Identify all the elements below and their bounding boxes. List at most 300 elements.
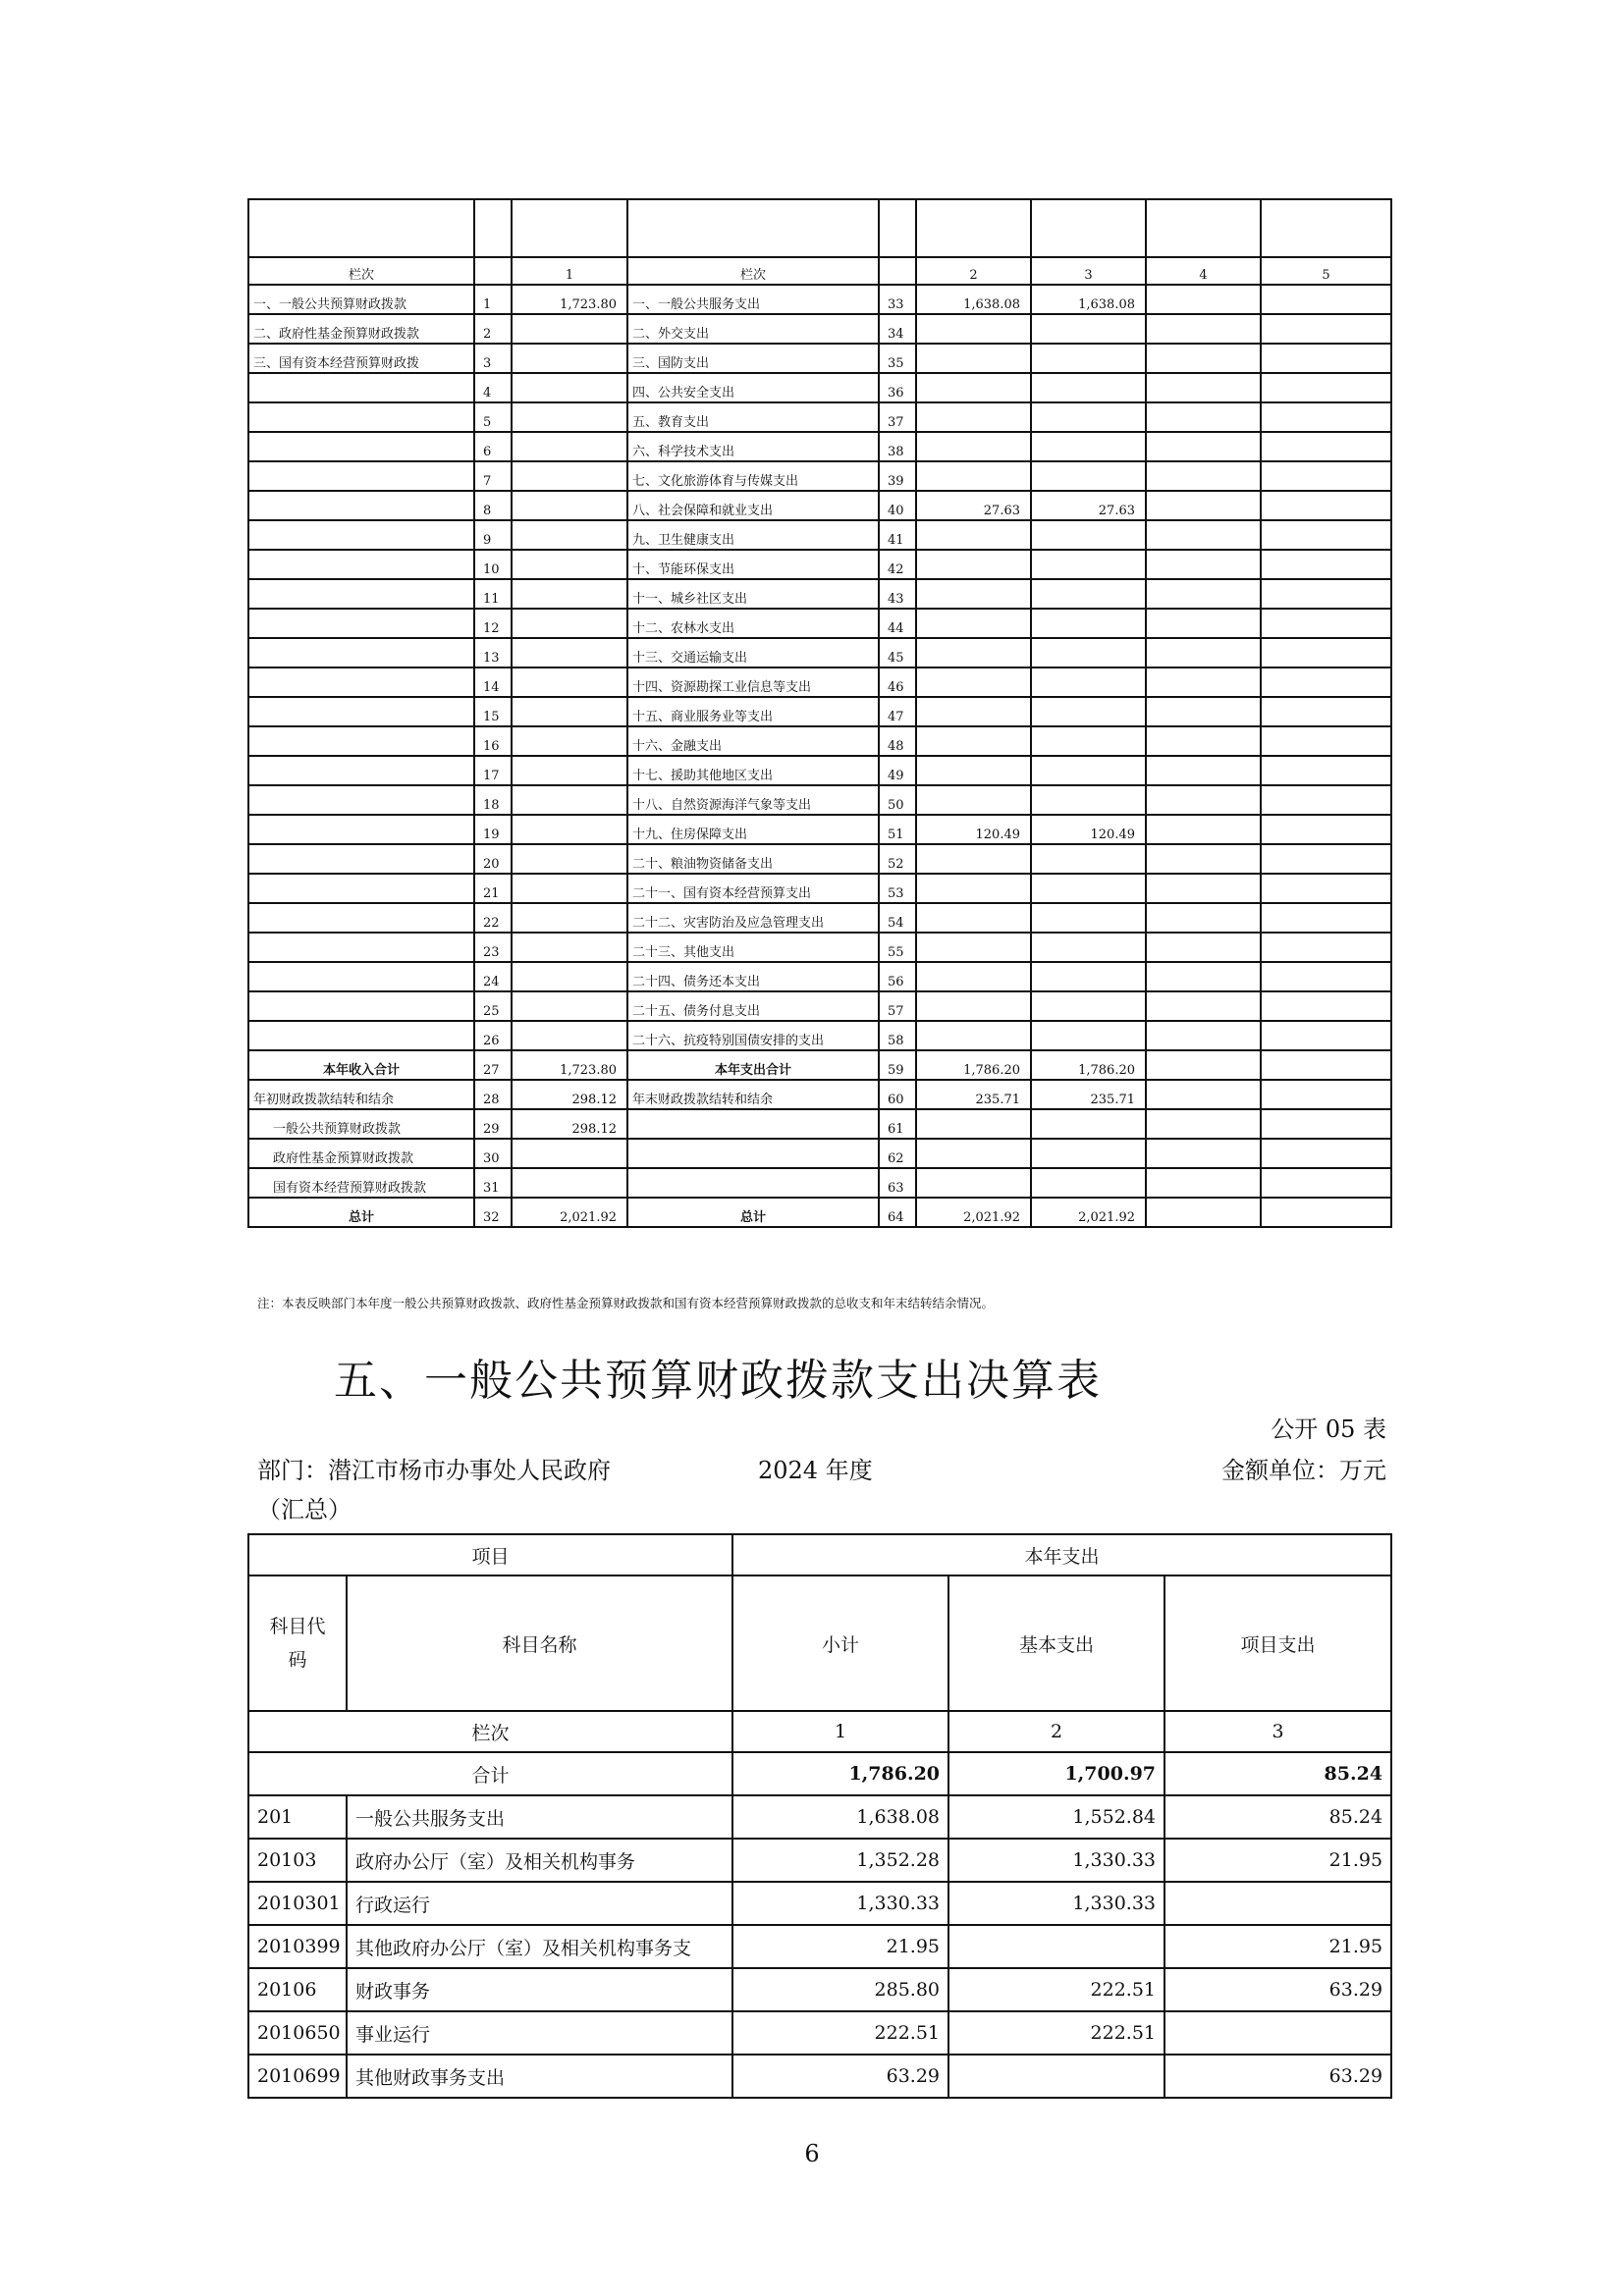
header-cell	[879, 199, 916, 257]
expense-col4	[1146, 402, 1261, 432]
income-amount	[512, 520, 627, 550]
project-expense-amount: 85.24	[1164, 1795, 1391, 1839]
expense-col4	[1146, 933, 1261, 962]
col4-index: 4	[1146, 257, 1261, 285]
income-item	[248, 815, 474, 844]
table-row	[248, 579, 1391, 609]
income-item	[248, 461, 474, 491]
expense-col3	[1031, 402, 1146, 432]
income-line-no: 26	[474, 1021, 512, 1050]
grand-total-row	[248, 1198, 1391, 1227]
expense-item: 二十二、灾害防治及应急管理支出	[627, 903, 879, 933]
income-item: 年初财政拨款结转和结余	[248, 1080, 474, 1109]
table-row	[248, 756, 1391, 785]
expense-line-no: 44	[879, 609, 916, 638]
income-line-no: 15	[474, 697, 512, 726]
year-total-row	[248, 1050, 1391, 1080]
income-item	[248, 667, 474, 697]
expense-item: 十七、援助其他地区支出	[627, 756, 879, 785]
expense-item: 总计	[627, 1198, 879, 1227]
expense-col2	[916, 461, 1031, 491]
income-line-no: 28	[474, 1080, 512, 1109]
expense-line-no: 42	[879, 550, 916, 579]
col1-index: 1	[512, 257, 627, 285]
expense-col2	[916, 579, 1031, 609]
header-cell	[1261, 199, 1391, 257]
general-public-budget-expense-table	[247, 1533, 1392, 2099]
table-row	[248, 402, 1391, 432]
expense-col3	[1031, 726, 1146, 756]
expense-col5	[1261, 1139, 1391, 1168]
expense-item: 六、科学技术支出	[627, 432, 879, 461]
income-line-no: 13	[474, 638, 512, 667]
expense-item: 七、文化旅游体育与传媒支出	[627, 461, 879, 491]
blank-cell	[474, 257, 512, 285]
table-row	[248, 285, 1391, 314]
expense-col5	[1261, 1168, 1391, 1198]
project-expense-amount: 63.29	[1164, 1968, 1391, 2011]
col5-index: 5	[1261, 257, 1391, 285]
income-line-no: 3	[474, 344, 512, 373]
basic-expense-amount: 1,330.33	[948, 1882, 1164, 1925]
expense-col2	[916, 402, 1031, 432]
table-row	[248, 1839, 1391, 1882]
expense-col3	[1031, 609, 1146, 638]
income-item	[248, 609, 474, 638]
expense-col5	[1261, 1109, 1391, 1139]
expense-item: 十八、自然资源海洋气象等支出	[627, 785, 879, 815]
income-item: 一、一般公共预算财政拨款	[248, 285, 474, 314]
subject-code: 20106	[248, 1968, 347, 2011]
summary-label: （汇总）	[257, 1496, 352, 1523]
table-row	[248, 667, 1391, 697]
income-amount	[512, 373, 627, 402]
expense-col4	[1146, 638, 1261, 667]
income-amount	[512, 638, 627, 667]
total-subtotal: 1,786.20	[732, 1752, 948, 1795]
header-cell	[916, 199, 1031, 257]
expense-col2	[916, 1109, 1031, 1139]
expense-line-no: 41	[879, 520, 916, 550]
subject-name: 事业运行	[347, 2011, 732, 2055]
income-amount	[512, 491, 627, 520]
expense-col4	[1146, 1109, 1261, 1139]
expense-col2	[916, 667, 1031, 697]
lanci-right-label: 栏次	[627, 257, 879, 285]
income-line-no: 27	[474, 1050, 512, 1080]
expense-line-no: 56	[879, 962, 916, 991]
income-item	[248, 726, 474, 756]
income-line-no: 21	[474, 874, 512, 903]
expense-line-no: 63	[879, 1168, 916, 1198]
expense-item: 三、国防支出	[627, 344, 879, 373]
expense-col5	[1261, 432, 1391, 461]
header-row-2	[248, 1575, 1391, 1711]
income-item	[248, 638, 474, 667]
col3-index: 3	[1164, 1711, 1391, 1752]
table-row	[248, 314, 1391, 344]
basic-expense-amount: 222.51	[948, 2011, 1164, 2055]
project-expense-amount	[1164, 2011, 1391, 2055]
income-item: 本年收入合计	[248, 1050, 474, 1080]
expense-line-no: 35	[879, 344, 916, 373]
income-item	[248, 844, 474, 874]
expense-line-no: 62	[879, 1139, 916, 1168]
expense-col3: 1,786.20	[1031, 1050, 1146, 1080]
income-amount	[512, 550, 627, 579]
expense-col4	[1146, 667, 1261, 697]
expense-col2: 120.49	[916, 815, 1031, 844]
table-row	[248, 520, 1391, 550]
table-row	[248, 726, 1391, 756]
income-amount	[512, 432, 627, 461]
expense-col5	[1261, 1080, 1391, 1109]
income-amount	[512, 844, 627, 874]
subtotal-amount: 222.51	[732, 2011, 948, 2055]
expense-item: 一、一般公共服务支出	[627, 285, 879, 314]
expense-col4	[1146, 962, 1261, 991]
expense-line-no: 36	[879, 373, 916, 402]
header-cell	[248, 199, 474, 257]
lanci-left-label: 栏次	[248, 257, 474, 285]
income-item	[248, 579, 474, 609]
subject-code: 20103	[248, 1839, 347, 1882]
carryover-row	[248, 1080, 1391, 1109]
subtotal-amount: 285.80	[732, 1968, 948, 2011]
expense-col2	[916, 991, 1031, 1021]
expense-line-no: 48	[879, 726, 916, 756]
expense-col4	[1146, 314, 1261, 344]
expense-col3	[1031, 785, 1146, 815]
income-amount	[512, 609, 627, 638]
table-row	[248, 815, 1391, 844]
expense-col4	[1146, 491, 1261, 520]
expense-item: 二、外交支出	[627, 314, 879, 344]
expense-col5	[1261, 815, 1391, 844]
header-cell	[627, 199, 879, 257]
expense-col3	[1031, 579, 1146, 609]
expense-col3	[1031, 461, 1146, 491]
income-line-no: 16	[474, 726, 512, 756]
expense-col3	[1031, 1139, 1146, 1168]
lanci-label: 栏次	[248, 1711, 732, 1752]
subtotal-amount: 1,352.28	[732, 1839, 948, 1882]
table-row	[248, 1021, 1391, 1050]
expense-col4	[1146, 697, 1261, 726]
table-row	[248, 962, 1391, 991]
income-line-no: 22	[474, 903, 512, 933]
income-line-no: 8	[474, 491, 512, 520]
income-item	[248, 520, 474, 550]
subject-name: 行政运行	[347, 1882, 732, 1925]
expense-col5	[1261, 874, 1391, 903]
expense-col2	[916, 844, 1031, 874]
expense-col5	[1261, 314, 1391, 344]
income-amount	[512, 785, 627, 815]
expense-col3: 120.49	[1031, 815, 1146, 844]
expense-col5	[1261, 638, 1391, 667]
expense-col4	[1146, 344, 1261, 373]
expense-col4	[1146, 874, 1261, 903]
income-amount	[512, 344, 627, 373]
income-item	[248, 933, 474, 962]
expense-col4	[1146, 285, 1261, 314]
expense-col2	[916, 756, 1031, 785]
expense-line-no: 33	[879, 285, 916, 314]
subtotal-amount: 21.95	[732, 1925, 948, 1968]
blank-cell	[879, 257, 916, 285]
expense-col5	[1261, 697, 1391, 726]
project-expense-amount: 21.95	[1164, 1925, 1391, 1968]
expense-line-no: 59	[879, 1050, 916, 1080]
income-item: 三、国有资本经营预算财政拨	[248, 344, 474, 373]
expense-col3: 27.63	[1031, 491, 1146, 520]
income-line-no: 14	[474, 667, 512, 697]
expense-item	[627, 1109, 879, 1139]
expense-col2: 1,786.20	[916, 1050, 1031, 1080]
expense-col3	[1031, 1109, 1146, 1139]
subtotal-header: 小计	[732, 1575, 948, 1711]
expense-col3	[1031, 432, 1146, 461]
expense-item: 十一、城乡社区支出	[627, 579, 879, 609]
expense-col4	[1146, 1021, 1261, 1050]
expense-col4	[1146, 461, 1261, 491]
carryover-sub-row	[248, 1168, 1391, 1198]
table-row	[248, 844, 1391, 874]
expense-item	[627, 1139, 879, 1168]
expense-line-no: 43	[879, 579, 916, 609]
income-line-no: 9	[474, 520, 512, 550]
carryover-sub-row	[248, 1109, 1391, 1139]
expense-item: 年末财政拨款结转和结余	[627, 1080, 879, 1109]
expense-col2	[916, 697, 1031, 726]
income-line-no: 25	[474, 991, 512, 1021]
income-item: 二、政府性基金预算财政拨款	[248, 314, 474, 344]
income-line-no: 19	[474, 815, 512, 844]
expense-col4	[1146, 991, 1261, 1021]
basic-expense-header: 基本支出	[948, 1575, 1164, 1711]
income-amount	[512, 726, 627, 756]
income-amount	[512, 579, 627, 609]
header-cell	[512, 199, 627, 257]
income-item	[248, 373, 474, 402]
expense-col3: 2,021.92	[1031, 1198, 1146, 1227]
income-line-no: 2	[474, 314, 512, 344]
expense-col5	[1261, 785, 1391, 815]
income-item	[248, 402, 474, 432]
expense-item: 十三、交通运输支出	[627, 638, 879, 667]
expense-col2	[916, 726, 1031, 756]
subject-name: 财政事务	[347, 1968, 732, 2011]
income-amount	[512, 756, 627, 785]
amount-unit-label: 金额单位：万元	[1221, 1457, 1386, 1484]
expense-col3	[1031, 1021, 1146, 1050]
basic-expense-amount	[948, 2055, 1164, 2098]
income-item	[248, 962, 474, 991]
expense-line-no: 55	[879, 933, 916, 962]
expense-col5	[1261, 402, 1391, 432]
expense-col4	[1146, 1050, 1261, 1080]
expense-line-no: 51	[879, 815, 916, 844]
expense-col5	[1261, 491, 1391, 520]
table-row	[248, 874, 1391, 903]
carryover-sub-row	[248, 1139, 1391, 1168]
subject-code: 201	[248, 1795, 347, 1839]
expense-col2	[916, 1021, 1031, 1050]
income-amount: 298.12	[512, 1080, 627, 1109]
subject-code: 2010699	[248, 2055, 347, 2098]
expense-line-no: 61	[879, 1109, 916, 1139]
income-line-no: 12	[474, 609, 512, 638]
expense-col2	[916, 373, 1031, 402]
expense-col4	[1146, 1198, 1261, 1227]
expense-col5	[1261, 1050, 1391, 1080]
subject-name: 其他财政事务支出	[347, 2055, 732, 2098]
expense-col3	[1031, 344, 1146, 373]
column-index-row	[248, 257, 1391, 285]
expense-col4	[1146, 520, 1261, 550]
table-row	[248, 461, 1391, 491]
income-item: 总计	[248, 1198, 474, 1227]
expense-item: 二十、粮油物资储备支出	[627, 844, 879, 874]
expense-line-no: 58	[879, 1021, 916, 1050]
basic-expense-amount	[948, 1925, 1164, 1968]
total-basic: 1,700.97	[948, 1752, 1164, 1795]
expense-line-no: 47	[879, 697, 916, 726]
fiscal-year-label: 2024 年度	[758, 1457, 873, 1484]
expense-col5	[1261, 933, 1391, 962]
header-cell	[1146, 199, 1261, 257]
income-amount	[512, 991, 627, 1021]
expense-col5	[1261, 520, 1391, 550]
subject-name: 政府办公厅（室）及相关机构事务	[347, 1839, 732, 1882]
income-line-no: 30	[474, 1139, 512, 1168]
col2-index: 2	[948, 1711, 1164, 1752]
table-note: 注：本表反映部门本年度一般公共预算财政拨款、政府性基金预算财政拨款和国有资本经营预算财政拨款的总收支和年末结转结余情况。	[257, 1296, 995, 1310]
expense-col5	[1261, 756, 1391, 785]
project-expense-header: 项目支出	[1164, 1575, 1391, 1711]
income-item	[248, 785, 474, 815]
income-amount: 298.12	[512, 1109, 627, 1139]
expense-line-no: 37	[879, 402, 916, 432]
expense-col3	[1031, 903, 1146, 933]
expense-line-no: 46	[879, 667, 916, 697]
expense-col5	[1261, 550, 1391, 579]
expense-col2: 235.71	[916, 1080, 1031, 1109]
expense-col5	[1261, 903, 1391, 933]
col3-index: 3	[1031, 257, 1146, 285]
expense-col5	[1261, 373, 1391, 402]
expense-col2	[916, 933, 1031, 962]
income-item	[248, 991, 474, 1021]
expense-line-no: 60	[879, 1080, 916, 1109]
expense-col5	[1261, 579, 1391, 609]
table-row	[248, 697, 1391, 726]
project-expense-amount: 63.29	[1164, 2055, 1391, 2098]
income-amount	[512, 314, 627, 344]
income-line-no: 29	[474, 1109, 512, 1139]
table-row	[248, 991, 1391, 1021]
subject-name-header: 科目名称	[347, 1575, 732, 1711]
expense-item: 八、社会保障和就业支出	[627, 491, 879, 520]
table-row	[248, 1925, 1391, 1968]
header-cell	[474, 199, 512, 257]
expense-col3: 235.71	[1031, 1080, 1146, 1109]
expense-line-no: 52	[879, 844, 916, 874]
expense-col2	[916, 314, 1031, 344]
expense-col4	[1146, 1168, 1261, 1198]
total-project: 85.24	[1164, 1752, 1391, 1795]
expense-line-no: 45	[879, 638, 916, 667]
income-amount	[512, 903, 627, 933]
expense-col5	[1261, 344, 1391, 373]
income-amount	[512, 815, 627, 844]
col1-index: 1	[732, 1711, 948, 1752]
income-amount	[512, 962, 627, 991]
expense-col2: 2,021.92	[916, 1198, 1031, 1227]
expense-col2	[916, 638, 1031, 667]
page-number: 6	[804, 2140, 820, 2167]
fiscal-allocation-income-expense-table	[247, 198, 1392, 1228]
income-amount	[512, 1139, 627, 1168]
expense-col3	[1031, 933, 1146, 962]
expense-col5	[1261, 991, 1391, 1021]
expense-item: 二十六、抗疫特别国债安排的支出	[627, 1021, 879, 1050]
income-line-no: 4	[474, 373, 512, 402]
expense-item: 二十三、其他支出	[627, 933, 879, 962]
project-expense-amount	[1164, 1882, 1391, 1925]
total-label: 合计	[248, 1752, 732, 1795]
expense-line-no: 34	[879, 314, 916, 344]
expense-item: 二十四、债务还本支出	[627, 962, 879, 991]
expense-col4	[1146, 726, 1261, 756]
expense-col2: 1,638.08	[916, 285, 1031, 314]
table-row	[248, 638, 1391, 667]
expense-line-no: 38	[879, 432, 916, 461]
expense-item	[627, 1168, 879, 1198]
income-amount	[512, 461, 627, 491]
subject-code: 2010399	[248, 1925, 347, 1968]
income-item: 一般公共预算财政拨款	[248, 1109, 474, 1139]
subject-name: 一般公共服务支出	[347, 1795, 732, 1839]
basic-expense-amount: 222.51	[948, 1968, 1164, 2011]
table-row	[248, 491, 1391, 520]
expense-col5	[1261, 962, 1391, 991]
income-item	[248, 903, 474, 933]
expense-item: 二十一、国有资本经营预算支出	[627, 874, 879, 903]
header-row-1	[248, 1534, 1391, 1575]
project-header: 项目	[248, 1534, 732, 1575]
expense-col5	[1261, 609, 1391, 638]
expense-col5	[1261, 1198, 1391, 1227]
income-line-no: 5	[474, 402, 512, 432]
column-index-row	[248, 1711, 1391, 1752]
expense-col2	[916, 785, 1031, 815]
expense-col2	[916, 432, 1031, 461]
income-amount: 2,021.92	[512, 1198, 627, 1227]
header-blank-row	[248, 199, 1391, 257]
table-row	[248, 550, 1391, 579]
income-line-no: 32	[474, 1198, 512, 1227]
subject-code-header	[248, 1575, 347, 1711]
table-number: 公开 05 表	[1271, 1415, 1386, 1443]
expense-item: 本年支出合计	[627, 1050, 879, 1080]
expense-col4	[1146, 785, 1261, 815]
income-line-no: 24	[474, 962, 512, 991]
expense-col5	[1261, 726, 1391, 756]
basic-expense-amount: 1,552.84	[948, 1795, 1164, 1839]
income-amount	[512, 933, 627, 962]
